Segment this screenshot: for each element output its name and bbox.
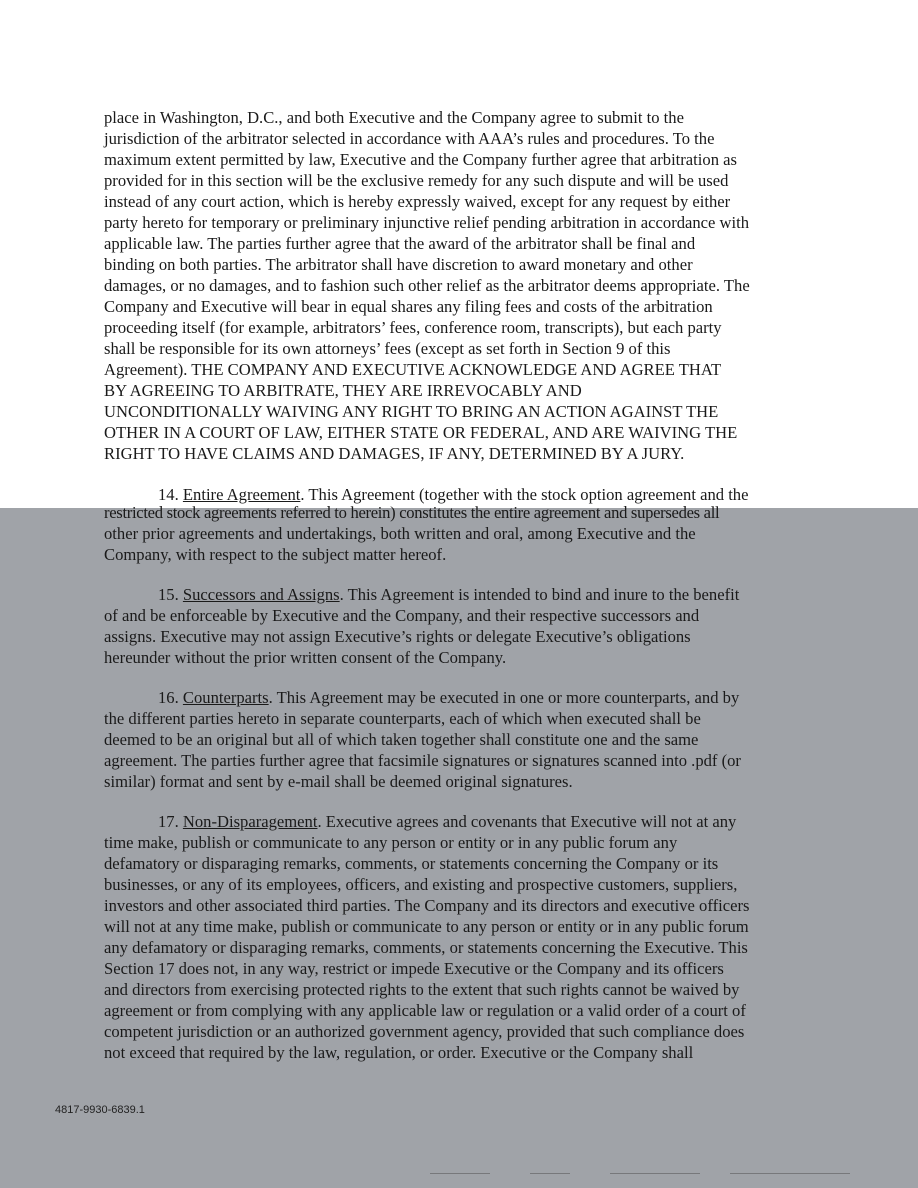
section-14-first-line [158, 485, 748, 505]
section-17-line: businesses, or any of its employees, officers, and existing and prospective customers, suppliers, [104, 875, 738, 894]
section-number: 14. [158, 485, 179, 504]
section-text: . Executive agrees and covenants that Executive will not at any [317, 812, 737, 831]
section-17-first-line [158, 812, 736, 832]
section-heading: Successors and Assigns [182, 585, 340, 604]
section-17-line: investors and other associated third parties. The Company and its directors and executive officers [104, 896, 750, 915]
section-17-line: time make, publish or communicate to any person or entity or in any public forum any [104, 833, 678, 852]
section-15-first-line [158, 585, 739, 605]
section-16-line-2: the different parties hereto in separate counterparts, each of which when executed shall be [104, 709, 701, 728]
paragraph-line: Agreement). THE COMPANY AND EXECUTIVE ACKNOWLEDGE AND AGREE THAT [104, 360, 722, 379]
section-17-line: competent jurisdiction or an authorized government agency, provided that such compliance does [104, 1022, 745, 1041]
paragraph-line: place in Washington, D.C., and both Executive and the Company agree to submit to the [104, 108, 684, 127]
paragraph-line: provided for in this section will be the exclusive remedy for any such dispute and will be used [104, 171, 729, 190]
paragraph-line: party hereto for temporary or preliminary injunctive relief pending arbitration in accordance with [104, 213, 750, 232]
section-number: 17. [158, 812, 179, 831]
section-17-line: any defamatory or disparaging remarks, comments, or statements concerning the Executive. This [104, 938, 748, 957]
paragraph-line: damages, or no damages, and to fashion such other relief as the arbitrator deems appropriate. The [104, 276, 750, 295]
section-15-line-3: assigns. Executive may not assign Executive’s rights or delegate Executive’s obligations [104, 627, 691, 646]
scan-artifact [530, 1173, 570, 1174]
section-17-line: and directors from exercising protected rights to the extent that such rights cannot be waived by [104, 980, 740, 999]
section-17-line: not exceed that required by the law, regulation, or order. Executive or the Company shall [104, 1043, 694, 1062]
section-number: 16. [158, 688, 179, 707]
section-15-line-4: hereunder without the prior written consent of the Company. [104, 648, 507, 667]
section-16-line-4: agreement. The parties further agree that facsimile signatures or signatures scanned into .pdf (or [104, 751, 741, 770]
paragraph-line: Company and Executive will bear in equal shares any filing fees and costs of the arbitration [104, 297, 713, 316]
document-id-footer: 4817-9930-6839.1 [55, 1104, 145, 1116]
section-16-first-line [158, 688, 739, 708]
section-17-line: Section 17 does not, in any way, restrict or impede Executive or the Company and its officers [104, 959, 724, 978]
section-16-line-5: similar) format and sent by e-mail shall be deemed original signatures. [104, 772, 573, 791]
paragraph-line: binding on both parties. The arbitrator shall have discretion to award monetary and other [104, 255, 693, 274]
paragraph-line: shall be responsible for its own attorneys’ fees (except as set forth in Section 9 of this [104, 339, 671, 358]
paragraph-line: RIGHT TO HAVE CLAIMS AND DAMAGES, IF ANY, DETERMINED BY A JURY. [104, 444, 685, 463]
section-14-line-3: other prior agreements and undertakings, both written and oral, among Executive and the [104, 524, 696, 543]
section-17-line: agreement or from complying with any applicable law or regulation or a valid order of a court of [104, 1001, 746, 1020]
paragraph-line: BY AGREEING TO ARBITRATE, THEY ARE IRREVOCABLY AND [104, 381, 582, 400]
section-14-line-2: restricted stock agreements referred to herein) constitutes the entire agreement and supersedes all [104, 503, 720, 522]
section-14-line-4: Company, with respect to the subject matter hereof. [104, 545, 447, 564]
section-text: . This Agreement is intended to bind and inure to the benefit [339, 585, 740, 604]
section-heading: Entire Agreement [182, 485, 301, 504]
section-16-line-3: deemed to be an original but all of which taken together shall constitute one and the same [104, 730, 699, 749]
section-text: . This Agreement may be executed in one or more counterparts, and by [268, 688, 740, 707]
paragraph-line: OTHER IN A COURT OF LAW, EITHER STATE OR FEDERAL, AND ARE WAIVING THE [104, 423, 738, 442]
section-17-line: defamatory or disparaging remarks, comments, or statements concerning the Company or its [104, 854, 719, 873]
paragraph-line: maximum extent permitted by law, Executive and the Company further agree that arbitration as [104, 150, 737, 169]
paragraph-line: UNCONDITIONALLY WAIVING ANY RIGHT TO BRING AN ACTION AGAINST THE [104, 402, 719, 421]
section-17-line: will not at any time make, publish or communicate to any person or entity or in any public forum [104, 917, 749, 936]
section-text: . This Agreement (together with the stock option agreement and the [300, 485, 749, 504]
section-number: 15. [158, 585, 179, 604]
paragraph-line: jurisdiction of the arbitrator selected in accordance with AAA’s rules and procedures. To the [104, 129, 715, 148]
scan-artifact [430, 1173, 490, 1174]
section-15-line-2: of and be enforceable by Executive and the Company, and their respective successors and [104, 606, 700, 625]
paragraph-line: proceeding itself (for example, arbitrators’ fees, conference room, transcripts), but each party [104, 318, 722, 337]
paragraph-line: applicable law. The parties further agree that the award of the arbitrator shall be final and [104, 234, 696, 253]
scan-artifact [610, 1173, 700, 1174]
paragraph-line: instead of any court action, which is hereby expressly waived, except for any request by either [104, 192, 731, 211]
section-heading: Counterparts [182, 688, 269, 707]
section-heading: Non-Disparagement [182, 812, 318, 831]
scan-artifact [730, 1173, 850, 1174]
